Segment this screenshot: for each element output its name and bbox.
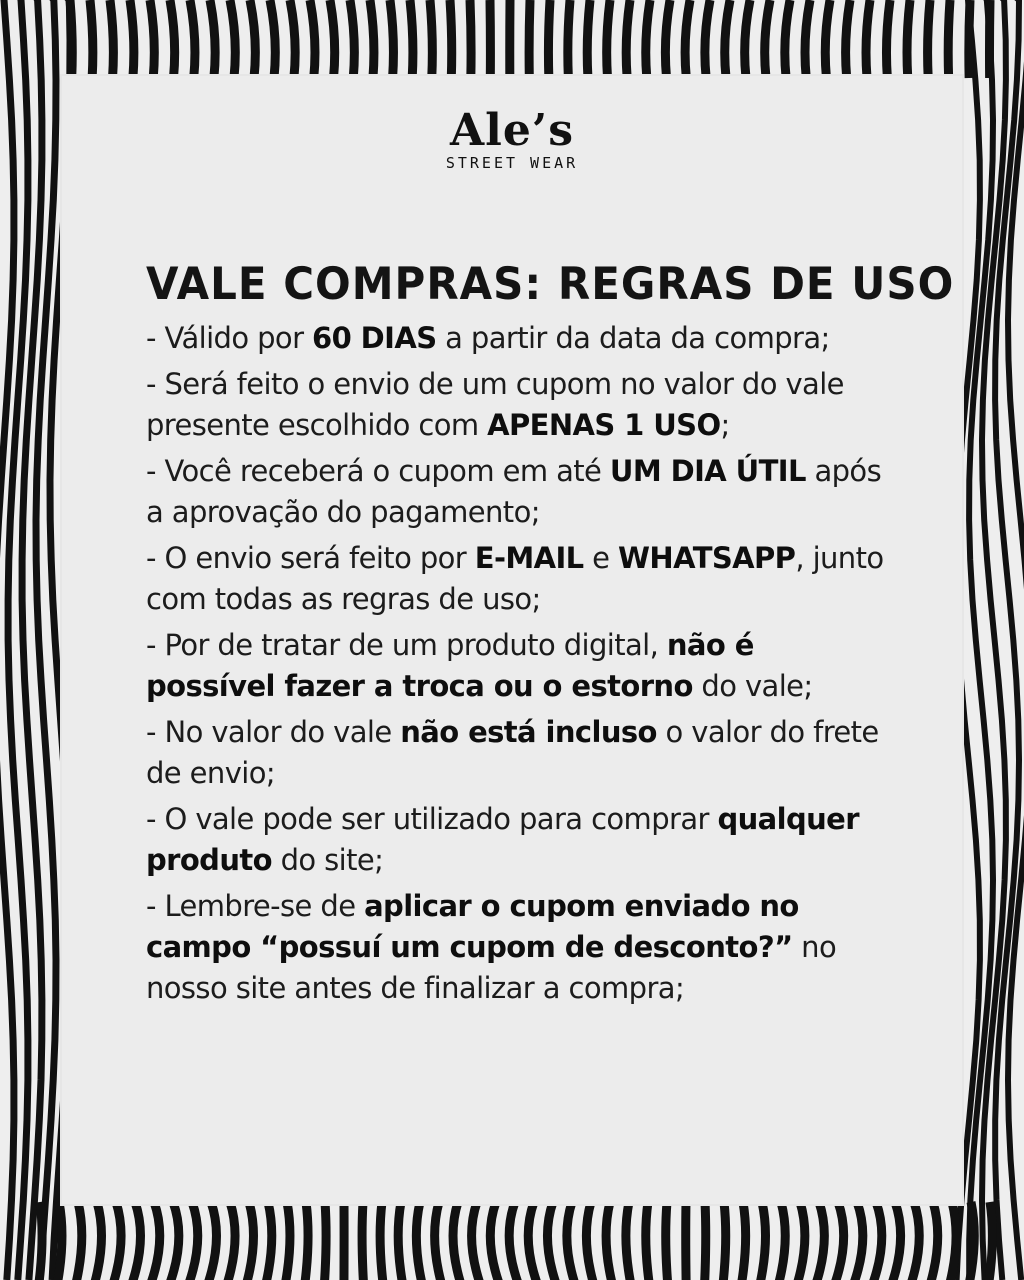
rule-item bbox=[146, 712, 886, 794]
rule-highlight: não está incluso bbox=[400, 715, 657, 749]
rule-text: - Válido por bbox=[146, 321, 313, 355]
rules-card bbox=[62, 76, 962, 1204]
brand-logo bbox=[62, 105, 962, 172]
rule-text: - Lembre-se de bbox=[146, 889, 365, 923]
rule-text: , junto com todas as regras de uso; bbox=[146, 541, 884, 616]
rule-text: do site; bbox=[271, 843, 384, 877]
rule-text: - No valor do vale bbox=[146, 715, 401, 749]
brand-tagline: STREET WEAR bbox=[445, 154, 579, 172]
rule-text: a partir da data da compra; bbox=[436, 321, 830, 355]
rule-highlight: UM DIA ÚTIL bbox=[609, 454, 806, 488]
rule-item bbox=[146, 318, 886, 359]
rule-item bbox=[146, 799, 886, 881]
rule-text: no nosso site antes de finalizar a compra; bbox=[146, 930, 837, 1005]
rule-text: o valor do frete de envio; bbox=[146, 715, 879, 790]
rule-text: - Por de tratar de um produto digital, bbox=[146, 628, 667, 662]
rule-text: do vale; bbox=[692, 669, 813, 703]
rule-item bbox=[146, 886, 886, 1009]
rules-list bbox=[146, 318, 886, 1014]
rule-highlight: aplicar o cupom enviado no campo “possuí um cupom de desconto?” bbox=[146, 889, 799, 964]
rule-highlight: 60 DIAS bbox=[312, 321, 437, 355]
rule-text: - O vale pode ser utilizado para comprar bbox=[146, 802, 718, 836]
brand-name: Ale’s bbox=[450, 105, 574, 156]
page-title: VALE COMPRAS: REGRAS DE USO bbox=[146, 258, 955, 310]
rule-highlight: E-MAIL bbox=[474, 541, 584, 575]
rule-text: - Você receberá o cupom em até bbox=[146, 454, 610, 488]
rule-text: após a aprovação do pagamento; bbox=[146, 454, 882, 529]
rule-text: - Será feito o envio de um cupom no valor do vale presente escolhido com bbox=[146, 367, 844, 442]
rule-item bbox=[146, 451, 886, 533]
rule-text: e bbox=[583, 541, 619, 575]
rule-item bbox=[146, 364, 886, 446]
rule-text: - O envio será feito por bbox=[146, 541, 475, 575]
rule-item bbox=[146, 538, 886, 620]
rule-highlight: WHATSAPP bbox=[618, 541, 796, 575]
rule-highlight: qualquer produto bbox=[146, 802, 859, 877]
rule-highlight: não é possível fazer a troca ou o estorno bbox=[146, 628, 754, 703]
rule-text: ; bbox=[720, 408, 730, 442]
rule-highlight: APENAS 1 USO bbox=[487, 408, 721, 442]
rule-item bbox=[146, 625, 886, 707]
